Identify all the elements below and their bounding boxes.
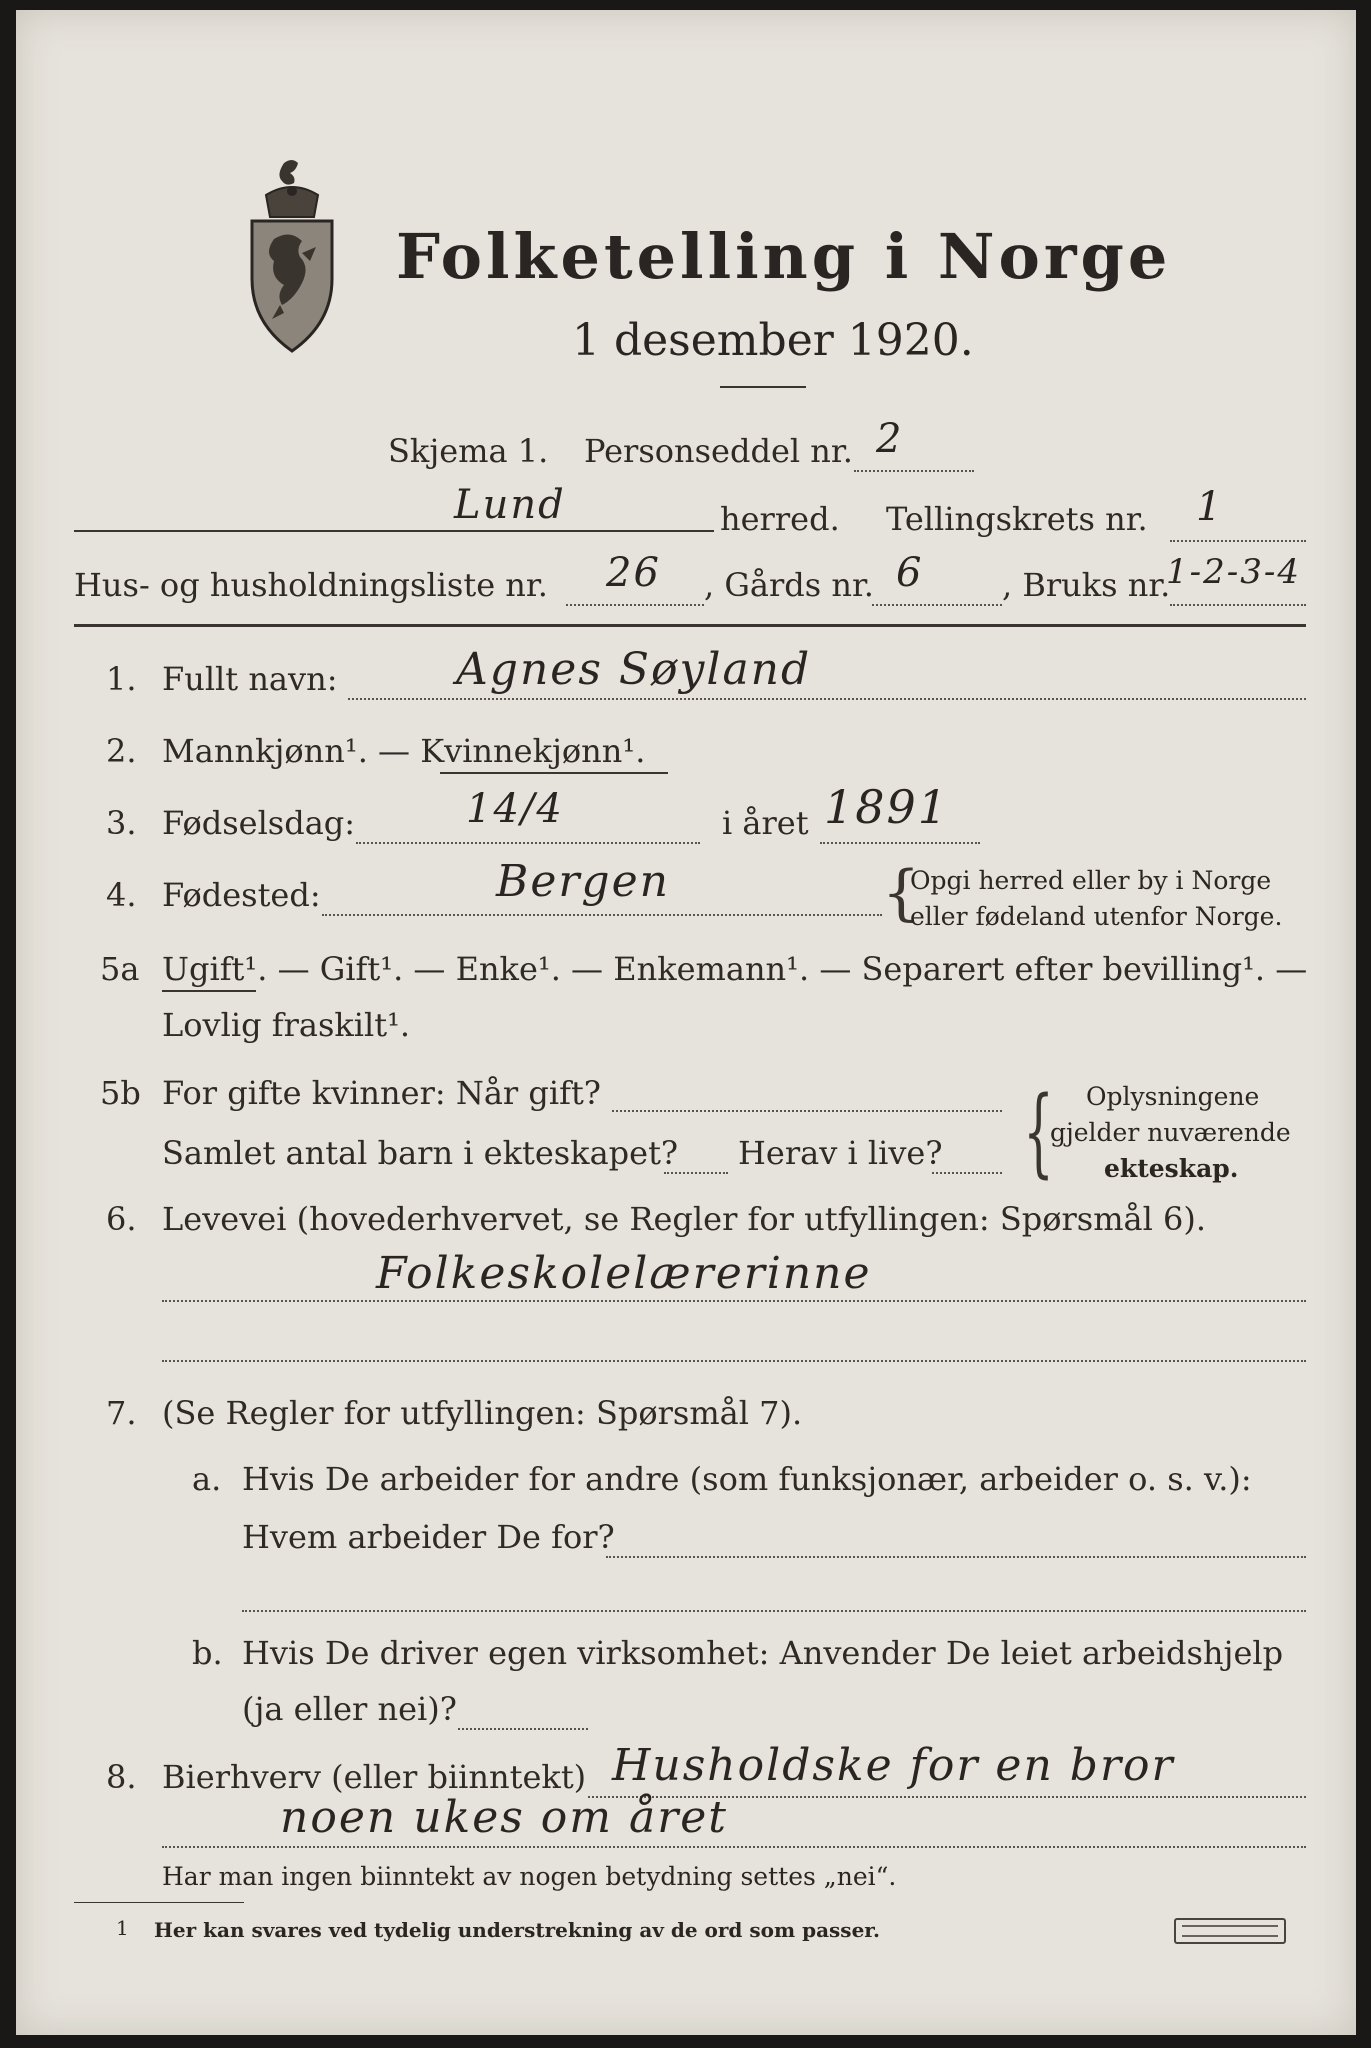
husliste-label: Hus- og husholdningsliste nr.: [74, 566, 548, 604]
gards-label: , Gårds nr.: [704, 566, 874, 604]
q5b-note-line3: ekteskap.: [1104, 1154, 1239, 1183]
bruks-value[interactable]: 1-2-3-4: [1166, 552, 1301, 592]
q5b-alive-line: [932, 1172, 1002, 1174]
q4-number: 4.: [106, 876, 137, 914]
q7-number: 7.: [106, 1394, 137, 1432]
q5a-ugift-underline: [162, 990, 256, 992]
herred-value[interactable]: Lund: [454, 482, 566, 528]
q3-year-line: [820, 842, 980, 844]
norway-coat-of-arms-icon: [244, 155, 340, 355]
q5b-number: 5b: [100, 1074, 141, 1112]
q2-number: 2.: [106, 732, 137, 770]
footnote-mark: 1: [116, 1916, 129, 1940]
bruks-label: , Bruks nr.: [1002, 566, 1171, 604]
personseddel-line: [854, 470, 974, 472]
q7b-yesno-line: [458, 1728, 588, 1730]
tellingskrets-line: [1170, 540, 1306, 542]
q3-line: [356, 842, 700, 844]
husliste-value[interactable]: 26: [606, 550, 661, 596]
q5b-alive-label: Herav i live?: [738, 1134, 943, 1172]
q8-side-income-value[interactable]: Husholdske for en bror: [612, 1740, 1175, 1791]
q1-label: Fullt navn:: [162, 660, 338, 698]
q5a-marital-options-2: Lovlig fraskilt¹.: [162, 1006, 411, 1044]
q5b-children-label: Samlet antal barn i ekteskapet?: [162, 1134, 679, 1172]
husliste-line: [566, 604, 704, 606]
q7b-yesno-label: (ja eller nei)?: [242, 1690, 457, 1728]
q3-year-value[interactable]: 1891: [824, 780, 950, 834]
q8-number: 8.: [106, 1758, 137, 1796]
census-date: 1 desember 1920.: [572, 315, 974, 366]
footnote-divider: [74, 1902, 244, 1903]
q3-number: 3.: [106, 804, 137, 842]
q7a-label: Hvis De arbeider for andre (som funksjonær, arbeider o. s. v.):: [242, 1460, 1252, 1498]
q5a-marital-options: Ugift¹. — Gift¹. — Enke¹. — Enkemann¹. — Separert efter bevilling¹. —: [162, 950, 1308, 988]
q7a-employer-label: Hvem arbeider De for?: [242, 1518, 615, 1556]
q6-line-2: [162, 1360, 1306, 1362]
herred-label: herred.: [720, 500, 840, 538]
q4-birthplace-value[interactable]: Bergen: [496, 856, 670, 907]
q7a-employer-line-2: [242, 1610, 1306, 1612]
q4-note-line1: Opgi herred eller by i Norge: [910, 866, 1272, 895]
q1-number: 1.: [106, 660, 137, 698]
bruks-line: [1170, 604, 1306, 606]
q6-line-1: [162, 1300, 1306, 1302]
q1-line: [348, 698, 1306, 700]
herred-line: [74, 530, 714, 532]
q7b-label: Hvis De driver egen virksomhet: Anvender De leiet arbeidshjelp: [242, 1634, 1284, 1672]
q8-label: Bierhverv (eller biinntekt): [162, 1758, 587, 1796]
q1-full-name-value[interactable]: Agnes Søyland: [456, 644, 812, 695]
form-title: Folketelling i Norge: [396, 220, 1172, 293]
gards-value[interactable]: 6: [896, 550, 924, 596]
q8-line-2: [162, 1846, 1306, 1848]
gards-line: [872, 604, 1002, 606]
q3-label: Fødselsdag:: [162, 804, 356, 842]
q4-line: [322, 914, 882, 916]
q2-sex-options: Mannkjønn¹. — Kvinnekjønn¹.: [162, 732, 646, 770]
q5a-number: 5a: [100, 950, 140, 988]
q4-note-line2: eller fødeland utenfor Norge.: [910, 902, 1283, 931]
printer-stamp: [1174, 1918, 1286, 1944]
q5b-note-line1: Oplysningene: [1086, 1082, 1260, 1111]
title-divider: [720, 386, 806, 388]
q7-label: (Se Regler for utfyllingen: Spørsmål 7).: [162, 1394, 803, 1432]
q2-kvinnekjonn-underline: [440, 772, 668, 774]
q3-year-label: i året: [722, 804, 809, 842]
q7b-number: b.: [192, 1634, 223, 1672]
section-divider: [74, 624, 1306, 627]
skjema-label: Skjema 1.: [388, 432, 549, 470]
q7a-employer-line: [606, 1556, 1306, 1558]
footnote-text: Her kan svares ved tydelig understrekning av de ord som passer.: [154, 1918, 880, 1942]
q6-label: Levevei (hovederhvervet, se Regler for utfyllingen: Spørsmål 6).: [162, 1200, 1207, 1238]
q4-note-brace: {: [882, 858, 921, 928]
q5b-label: For gifte kvinner: Når gift?: [162, 1074, 601, 1112]
q5b-note-line2: gjelder nuværende: [1050, 1118, 1291, 1147]
q5b-children-line: [664, 1172, 728, 1174]
q6-number: 6.: [106, 1200, 137, 1238]
personseddel-value[interactable]: 2: [876, 416, 904, 462]
q5b-married-line: [612, 1110, 1002, 1112]
q3-birthday-value[interactable]: 14/4: [466, 786, 564, 832]
q4-label: Fødested:: [162, 876, 321, 914]
q8-note: Har man ingen biinntekt av nogen betydning settes „nei“.: [162, 1862, 897, 1891]
tellingskrets-label: Tellingskrets nr.: [886, 500, 1148, 538]
census-form: [16, 10, 1356, 2035]
tellingskrets-value[interactable]: 1: [1196, 484, 1224, 530]
q8-side-income-value-2[interactable]: noen ukes om året: [280, 1792, 728, 1843]
q6-occupation-value[interactable]: Folkeskolelærerinne: [376, 1248, 872, 1299]
q5b-note-brace: {: [1023, 1076, 1054, 1188]
q7a-number: a.: [192, 1460, 222, 1498]
personseddel-label: Personseddel nr.: [584, 432, 853, 470]
